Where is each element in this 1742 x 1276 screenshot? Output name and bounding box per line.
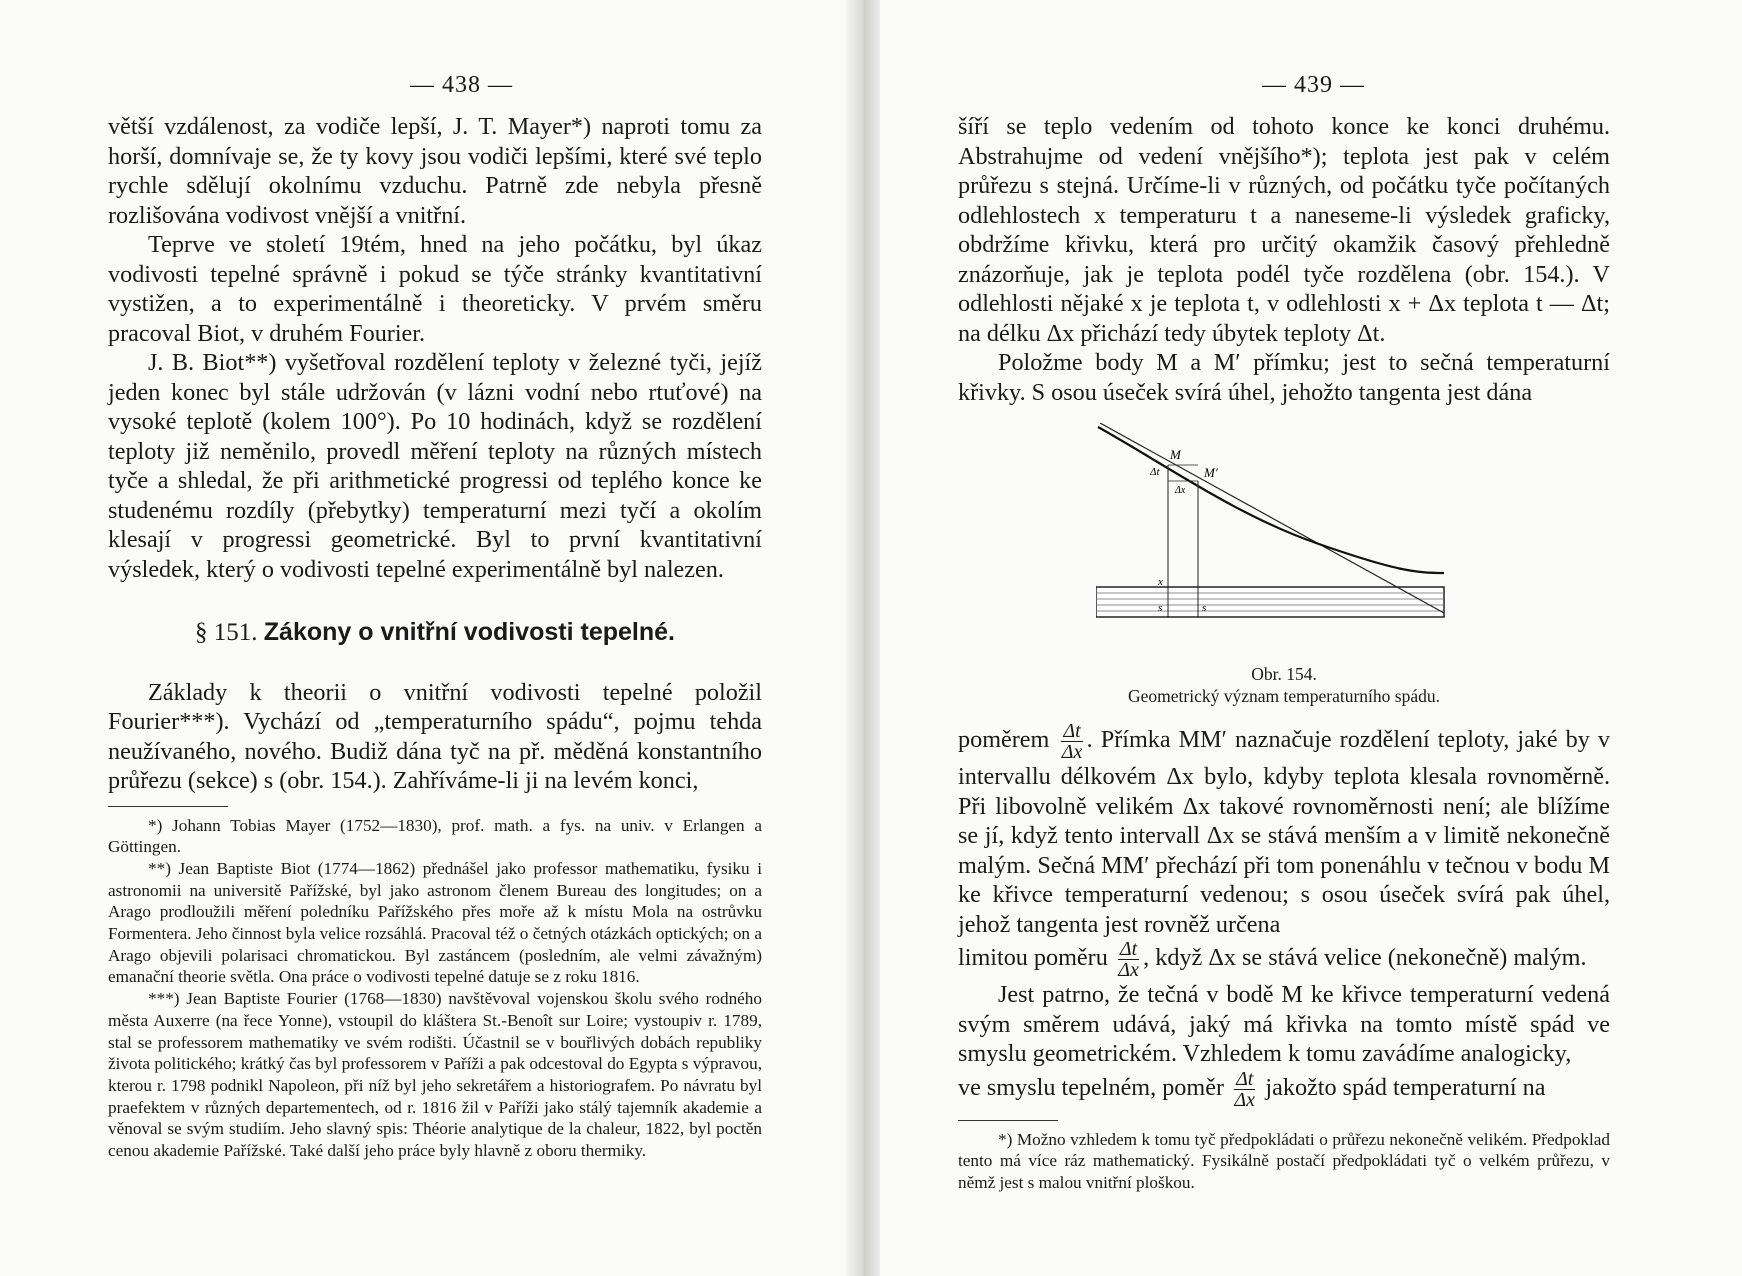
secant-line <box>1100 423 1444 613</box>
right-body <box>958 112 1610 1194</box>
fraction-denominator: Δx <box>1061 741 1083 763</box>
right-paragraph-4 <box>958 939 1610 980</box>
label-s-left: s <box>1158 602 1163 614</box>
p6-pre: ve smyslu tepelném, poměr <box>958 1073 1225 1101</box>
p6-post: jakožto spád temperaturní na <box>1265 1073 1546 1101</box>
right-footnotes <box>958 1129 1610 1194</box>
right-paragraph-1: šíří se teplo vedením od tohoto konce ke konci druhému. Abstrahujme od vedení vnějšího*); teplota jest pak v celém průřezu s stejná. Určíme-li v různých, od počátku tyče počítaných odlehlostech x temperaturu t a naneseme-li výsledek graficky, obdržíme křivku, která pro určitý okamžik časový přehledně znázorňuje, jak je teplota podél tyče rozdělena (obr. 154.). V odlehlosti nějaké x je teplota t, v odlehlosti x + Δx teplota t — Δt; na délku Δx přichází tedy úbytek teploty Δt. <box>958 113 1610 347</box>
left-paragraph-1: větší vzdálenost, za vodiče lepší, J. T. Mayer*) naproti tomu za horší, domnívaje se, že ty kovy jsou vodiči lepšími, které své teplo rychle sdělují okolnímu vzduchu. Patrně zde nebyla přesně rozlišována vodivost vnější a vnitřní. <box>108 113 762 229</box>
footnote-rule-left <box>108 806 228 807</box>
footnote-biot: **) Jean Baptiste Biot (1774—1862) přednášel jako professor mathematiku, fysiku i astronomii na universitě Pařížské, byl jako astronom členem Bureau des longitudes; on a Arago prodloužili měření poledníku Pařížského přes moře až k místu Mola na ostrůvku Formentera. Jeho činnost byla velice rozsáhlá. Pracoval též o četných otázkách optických; on a Arago objevili polarisaci chromatickou. Byl zastáncem (posledním, ale velmi závažným) emanační theorie světla. Ona práce o vodivosti tepelné datuje se z roku 1816. <box>108 858 762 987</box>
right-paragraph-2: Položme body M a M′ přímku; jest to sečná temperaturní křivky. S osou úseček svírá úhel, jehožto tangenta jest dána <box>958 349 1610 406</box>
label-M: M <box>1170 447 1181 462</box>
figure-154 <box>958 423 1610 707</box>
fraction-numerator: Δt <box>1236 1067 1254 1090</box>
footnote-cross-section: *) Možno vzhledem k tomu tyč předpokládati o průřezu nekonečně velikém. Předpoklad tento má více ráz mathematický. Fysikálně postačí předpokládati tyč o velkém průřezu, v němž jest s malou vnitřní ploškou. <box>958 1129 1610 1192</box>
left-paragraph-2: Teprve ve století 19tém, hned na jeho počátku, byl úkaz vodivosti tepelné správně i pokud se týče stránky kvantitativní vystižen, a to experimentálně i theoreticky. V prvém směru pracoval Biot, v druhém Fourier. <box>108 231 762 347</box>
p4-pre: limitou poměru <box>958 944 1108 972</box>
page-number-left: — 438 — <box>410 72 513 98</box>
right-page <box>880 0 1742 1276</box>
p3-post: . Přímka MM′ naznačuje rozdělení teploty, jaké by v intervallu délkovém Δx bylo, kdyby teplota klesala rovnoměrně. Při libovolně velikém Δx takové rovnoměrnosti není; ale blížíme se jí, když tento intervall Δx se stává menším a v limitě nekonečně malým. Sečná MM′ přechází při tom ponenáhlu v tečnou v bodu M ke křivce temperaturní vedenou; s osou úseček svírá pak úhel, jehož tangenta jest rovněž určena <box>958 726 1610 938</box>
temperature-curve <box>1098 427 1444 573</box>
fraction-dt-dx-1 <box>1061 721 1082 762</box>
left-paragraph-3: J. B. Biot**) vyšetřoval rozdělení teploty v železné tyči, jejíž jeden konec byl stále udržován (v lázni vodní nebo rtuťové) na vysoké teplotě (kolem 100°). Po 10 hodinách, když se rozdělení teploty již neměnilo, provedl měření teploty na různých místech tyče a shledal, že při arithmetické progressi od teplého konce ke studenému rozdíly (přebytky) temperaturní mezi tyčí a okolím klesají v progressi geometrické. Byl to první kvantitativní výsledek, který o vodivosti tepelné experimentálně byl nalezen. <box>108 349 762 583</box>
section-title: Zákony o vnitřní vodivosti tepelné. <box>263 618 675 646</box>
right-paragraph-6 <box>958 1069 1610 1110</box>
caption-text: Geometrický význam temperaturního spádu. <box>1128 686 1440 706</box>
label-delta-t: Δt <box>1150 466 1160 478</box>
fraction-numerator: Δt <box>1119 938 1138 960</box>
rod <box>1096 587 1444 617</box>
left-page <box>0 0 846 1276</box>
footnote-rule-right <box>958 1120 1058 1121</box>
p3-pre: poměrem <box>958 726 1050 754</box>
left-footnotes <box>108 815 762 1162</box>
p4-post: , když Δx se stává velice (nekonečně) malým. <box>1143 944 1587 972</box>
left-paragraph-4: Základy k theorii o vnitřní vodivosti tepelné položil Fourier***). Vychází od „temperaturního spádu“, pojmu tehda neužívaného, nového. Budiž dána tyč na př. měděná konstantního průřezu (sekce) s (obr. 154.). Zahříváme-li ji na levém konci, <box>108 678 762 794</box>
label-delta-x: Δx <box>1175 485 1186 496</box>
temperature-gradient-diagram <box>1096 423 1456 655</box>
right-paragraph-5: Jest patrno, že tečná v bodě M ke křivce temperaturní vedená svým směrem udává, jaký má křivka na tomto místě spád ve smyslu geometrickém. Vzhledem k tomu zavádíme analogicky, <box>958 981 1610 1067</box>
fraction-dt-dx-3 <box>1234 1069 1255 1110</box>
right-paragraph-3 <box>958 721 1610 939</box>
label-M-prime: M′ <box>1204 465 1218 480</box>
section-heading <box>108 618 762 648</box>
fraction-denominator: Δx <box>1234 1088 1256 1111</box>
footnote-fourier: ***) Jean Baptiste Fourier (1768—1830) navštěvoval vojenskou školu svého rodného města Auxerre (na řece Yonne), vstoupil do kláštera St.-Benoît sur Loire; vystoupiv r. 1789, stal se professorem mathematiky ve svém rodišti. Účastnil se v bouřlivých dobách republiky života politického; krátký čas byl professorem v Paříži a pak odcestoval do Egypta s výpravou, kterou r. 1798 podnikl Napoleon, při níž byl jeho sekretářem a historiografem. Po návratu byl praefektem v různých departementech, od r. 1816 žil v Paříži jako stálý tajemník akademie a věnoval se svým studiím. Jeho slavný spis: Théorie analytique de la chaleur, 1822, byl poctěn cenou akademie Pařížské. Také další jeho práce byly hlavně z oboru thermiky. <box>108 989 762 1161</box>
figure-caption <box>958 663 1610 707</box>
label-x: x <box>1158 576 1163 588</box>
book-gutter <box>846 0 880 1276</box>
footnote-mayer: *) Johann Tobias Mayer (1752—1830), prof. math. a fys. na univ. v Erlangen a Göttingen. <box>108 815 762 857</box>
left-body <box>108 112 762 1162</box>
fraction-dt-dx-2 <box>1118 939 1139 980</box>
label-s-right: s <box>1202 602 1207 614</box>
page-number-right: — 439 — <box>1262 72 1365 98</box>
fraction-denominator: Δx <box>1118 959 1139 981</box>
section-number: § 151. <box>195 619 258 646</box>
caption-number: Obr. 154. <box>1251 664 1317 684</box>
fraction-numerator: Δt <box>1063 720 1081 742</box>
